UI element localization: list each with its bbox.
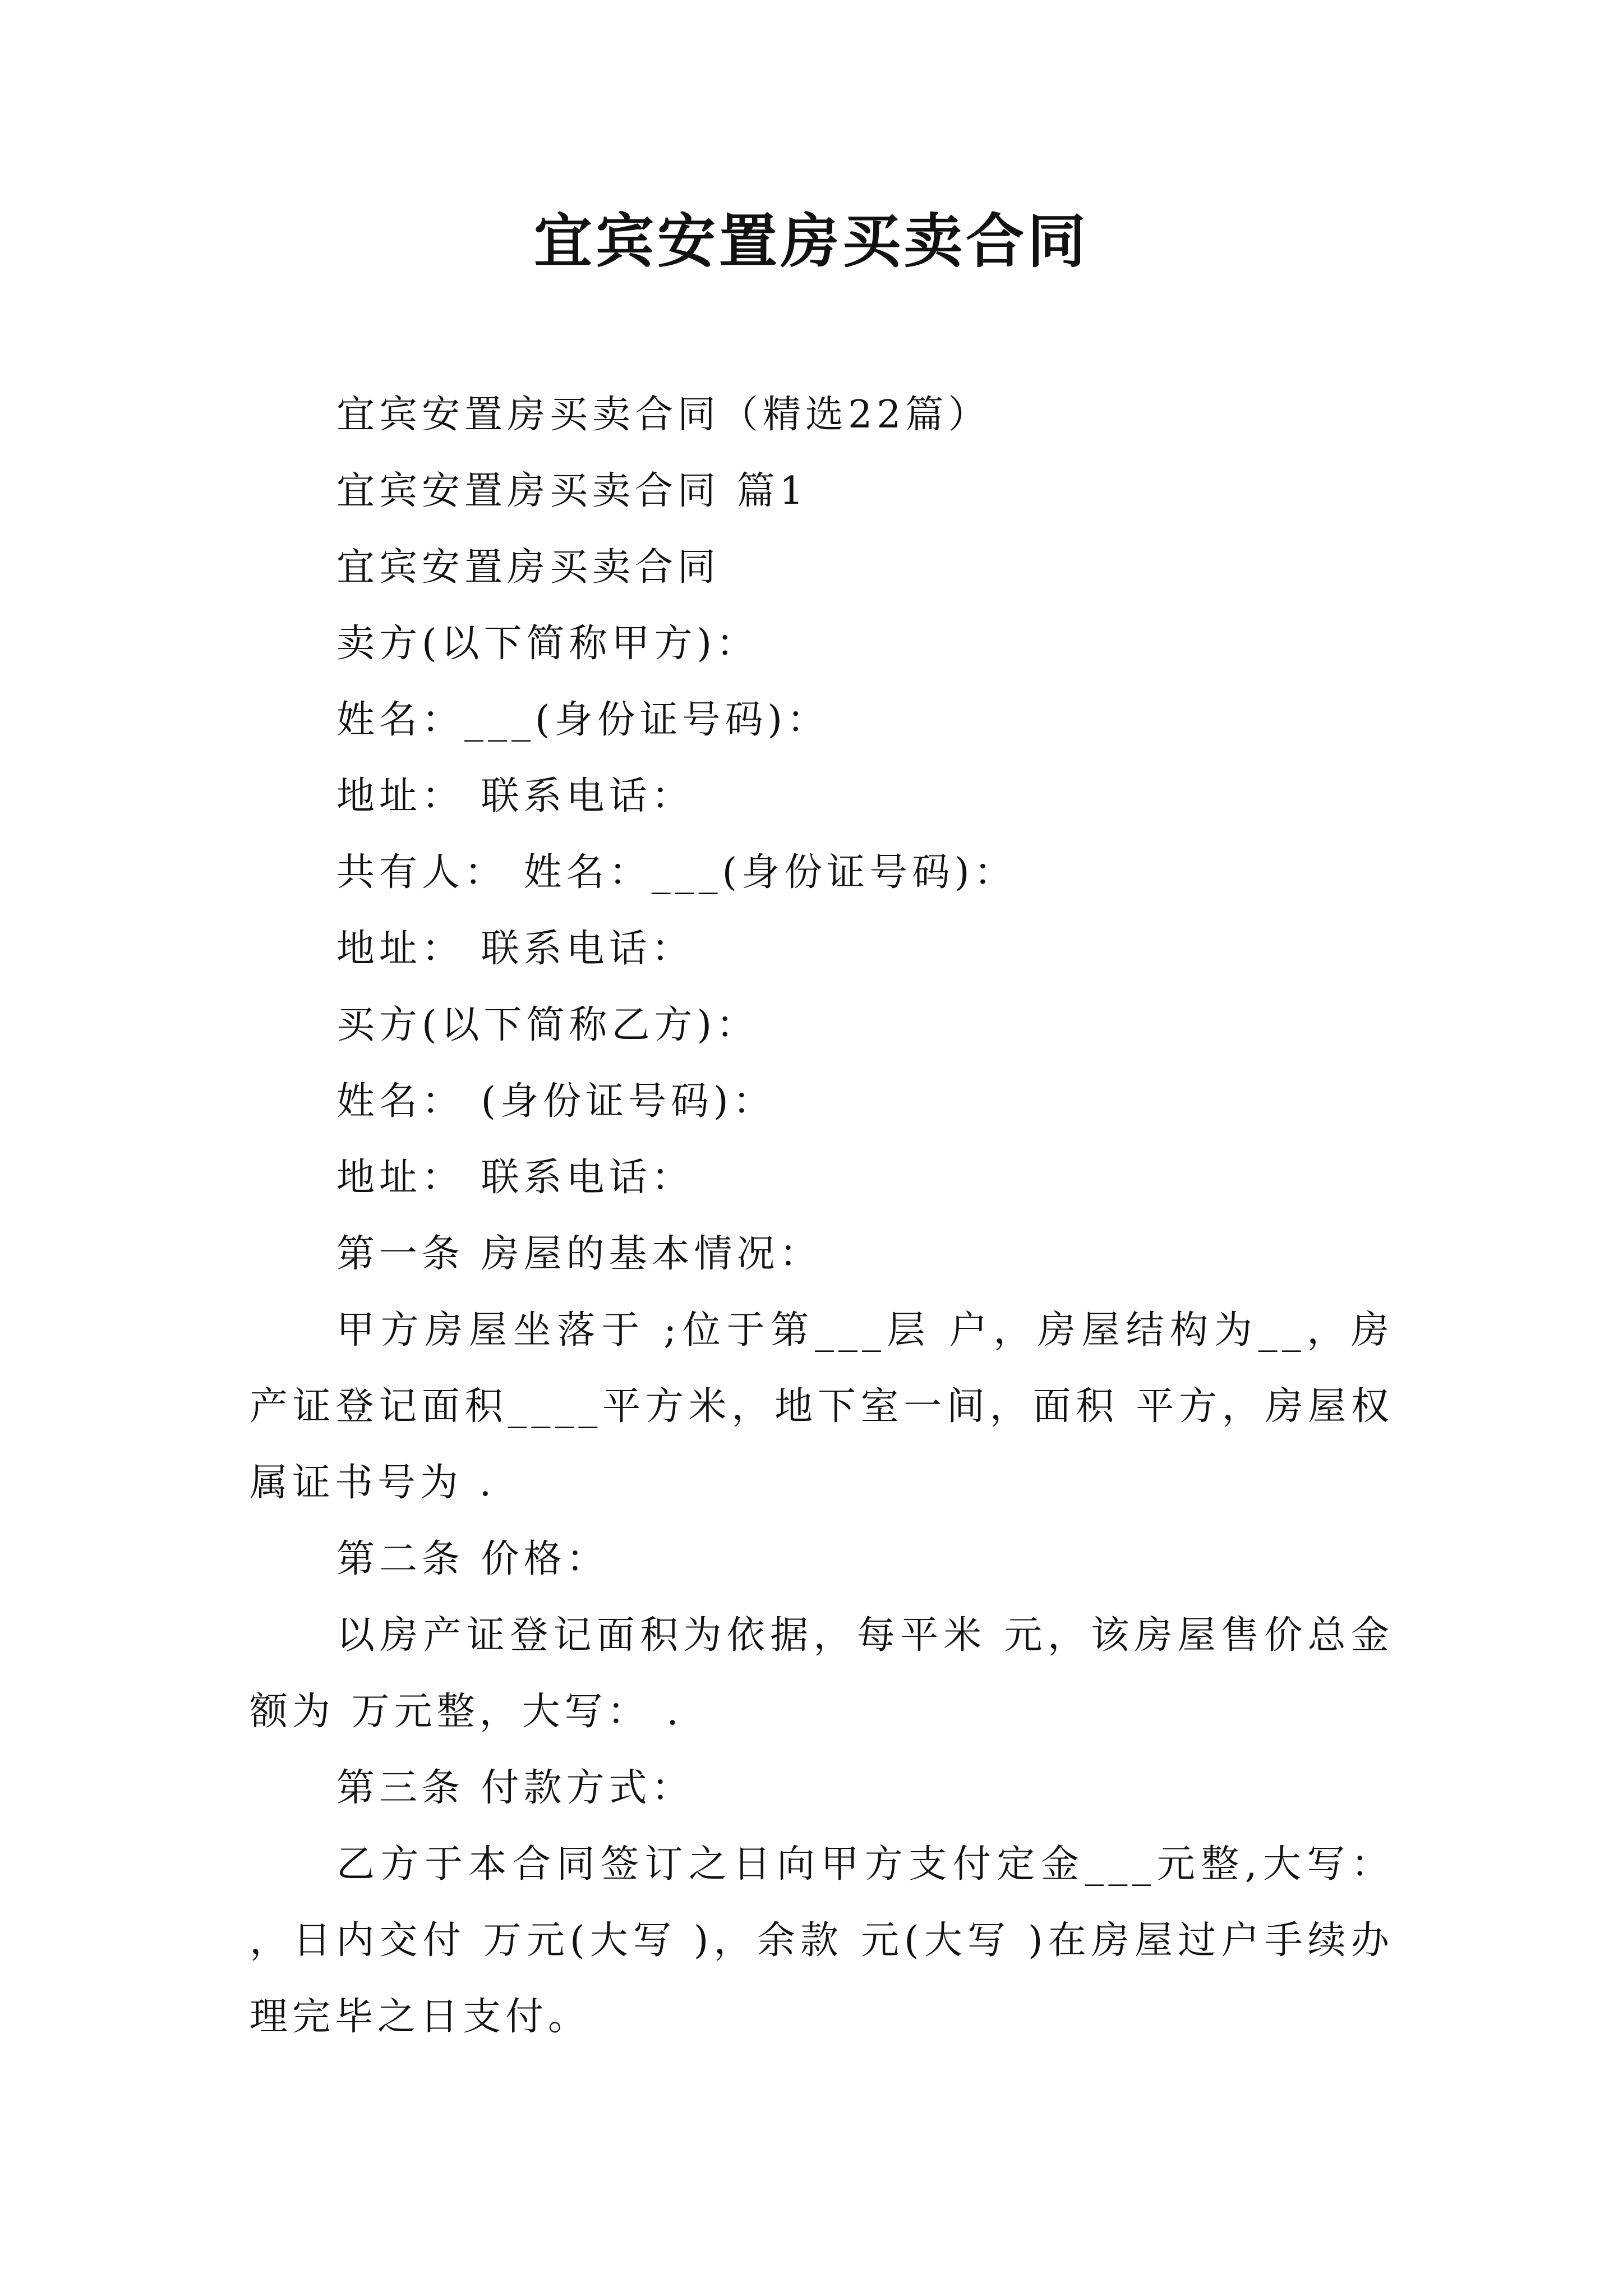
paragraph-2: 宜宾安置房买卖合同 篇1 — [336, 469, 808, 513]
paragraph-5: 姓名：___(身份证号码)： — [336, 698, 830, 742]
paragraph-4: 卖方(以下简称甲方)： — [336, 622, 759, 666]
paragraph-17: 乙方于本合同签订之日向甲方支付定金___元整,大写： ，日内交付 万元(大写 )，余款 元(大写 )在房屋过户手续办理完毕之日支付。 — [250, 1842, 1410, 2039]
paragraph-10: 姓名： (身份证号码)： — [336, 1079, 776, 1124]
paragraph-7: 共有人： 姓名：___(身份证号码)： — [336, 850, 1017, 895]
paragraph-11: 地址： 联系电话： — [336, 1156, 694, 1200]
paragraph-15: 以房产证登记面积为依据，每平米 元，该房屋售价总金额为 万元整，大写： . — [250, 1613, 1394, 1734]
paragraph-13: 甲方房屋坐落于 ;位于第___层 户，房屋结构为__，房产证登记面积____平方米，地下室一间，面积 平方，房屋权属证书号为 . — [250, 1308, 1394, 1505]
paragraph-14: 第二条 价格： — [336, 1537, 609, 1581]
paragraph-3: 宜宾安置房买卖合同 — [336, 545, 721, 590]
paragraph-16: 第三条 付款方式： — [336, 1766, 694, 1810]
paragraph-12: 第一条 房屋的基本情况： — [336, 1232, 822, 1276]
paragraph-6: 地址： 联系电话： — [336, 774, 694, 818]
paragraph-9: 买方(以下简称乙方)： — [336, 1003, 759, 1047]
document-title: 宜宾安置房买卖合同 — [533, 206, 1089, 275]
document-body — [250, 377, 1410, 2055]
paragraph-1: 宜宾安置房买卖合同（精选22篇） — [336, 393, 991, 437]
paragraph-8: 地址： 联系电话： — [336, 927, 694, 971]
